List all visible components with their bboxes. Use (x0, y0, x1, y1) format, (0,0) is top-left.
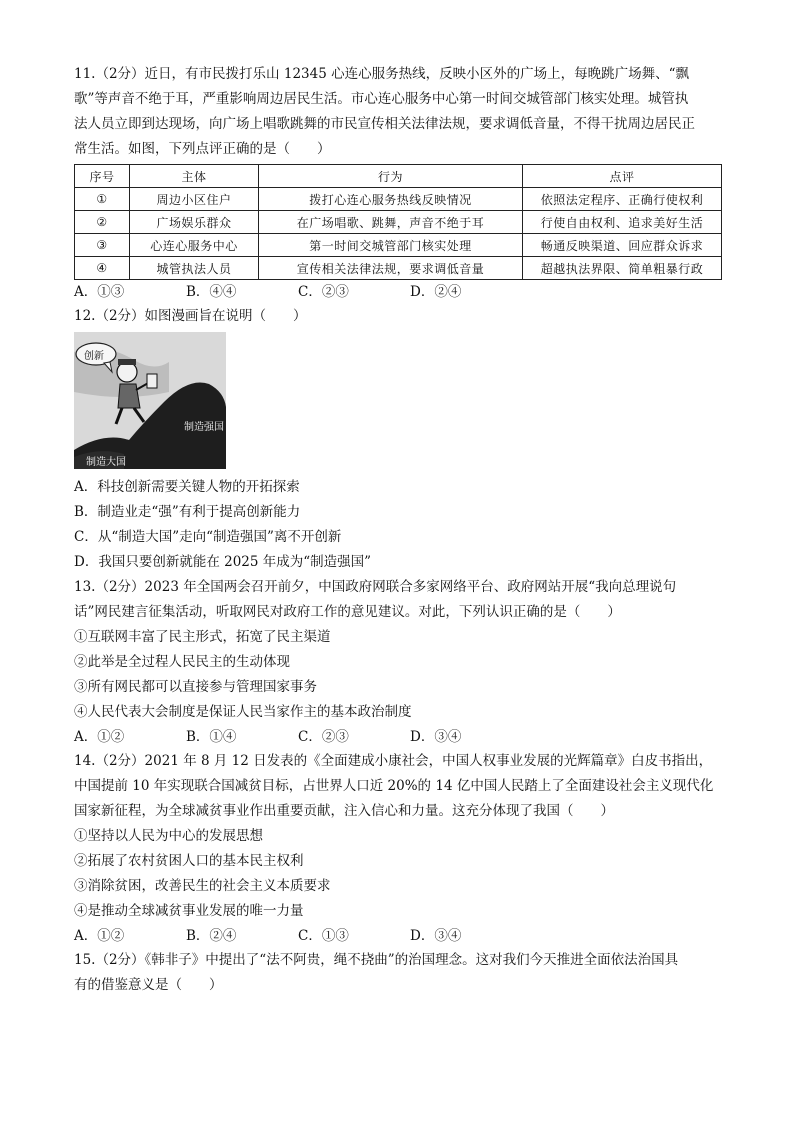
table-cell: 宣传相关法律法规，要求调低音量 (259, 257, 523, 280)
statement-item: ②拓展了农村贫困人口的基本民主权利 (74, 853, 304, 869)
table-cell: 依照法定程序、正确行使权利 (523, 188, 722, 211)
option-b[interactable]: B．①④ (186, 729, 237, 745)
table-cell: ② (75, 211, 130, 234)
option-b[interactable]: B．制造业走“强”有利于提高创新能力 (74, 504, 301, 520)
table-cell: 心连心服务中心 (130, 234, 259, 257)
option-c[interactable]: C．从“制造大国”走向“制造强国”离不开创新 (74, 529, 342, 545)
table-cell: 拨打心连心服务热线反映情况 (259, 188, 523, 211)
question-13-options (74, 725, 724, 749)
question-14-line-1: 14.（2分）2021 年 8 月 12 日发表的《全面建成小康社会，中国人权事业发展的光辉篇章》白皮书指出， (74, 753, 713, 769)
table-cell: 在广场唱歌、跳舞，声音不绝于耳 (259, 211, 523, 234)
question-14-line-2: 中国提前 10 年实现联合国减贫目标，占世界人口近 20%的 14 亿中国人民踏上了全面建设社会主义现代化 (74, 778, 714, 794)
statement-item: ①坚持以人民为中心的发展思想 (74, 828, 263, 844)
option-d[interactable]: D．③④ (410, 928, 462, 944)
option-a[interactable]: A．①② (74, 729, 125, 745)
question-13 (74, 575, 724, 749)
header-index: 序号 (75, 165, 130, 188)
option-b[interactable]: B．④④ (186, 284, 237, 300)
comic-bubble-text: 创新 (84, 351, 104, 362)
question-14-options (74, 924, 724, 948)
statement-item: ④是推动全球减贫事业发展的唯一力量 (74, 903, 304, 919)
question-11-options (74, 280, 724, 304)
question-11-line-2: 歌”等声音不绝于耳，严重影响周边居民生活。市心连心服务中心第一时间交城管部门核实处理。城管执 (74, 91, 689, 107)
table-cell: 城管执法人员 (130, 257, 259, 280)
question-15-line-2: 有的借鉴意义是（ ） (74, 977, 223, 993)
option-b[interactable]: B．②④ (186, 928, 237, 944)
table-cell: 畅通反映渠道、回应群众诉求 (523, 234, 722, 257)
question-12 (74, 304, 724, 575)
statement-item: ①互联网丰富了民主形式，拓宽了民主渠道 (74, 629, 331, 645)
table-cell: 周边小区住户 (130, 188, 259, 211)
table-row (75, 211, 722, 234)
option-a[interactable]: A．①③ (74, 284, 125, 300)
table-cell: 超越执法界限、简单粗暴行政 (523, 257, 722, 280)
evaluation-table (74, 164, 722, 280)
comic-illustration (74, 332, 226, 469)
question-15 (74, 948, 724, 998)
header-action: 行为 (259, 165, 523, 188)
table-cell: ③ (75, 234, 130, 257)
question-14-line-3: 国家新征程，为全球减贫事业作出重要贡献，注入信心和力量。这充分体现了我国（ ） (74, 803, 614, 819)
question-13-line-1: 13.（2分）2023 年全国两会召开前夕，中国政府网联合多家网络平台、政府网站开展“我向总理说句 (74, 579, 677, 595)
comic-high-label: 制造强国 (184, 422, 224, 433)
option-d[interactable]: D．②④ (410, 284, 462, 300)
table-cell: 第一时间交城管部门核实处理 (259, 234, 523, 257)
header-subject: 主体 (130, 165, 259, 188)
option-d[interactable]: D．③④ (410, 729, 462, 745)
table-cell: ④ (75, 257, 130, 280)
question-11-line-4: 常生活。如图，下列点评正确的是（ ） (74, 141, 331, 157)
statement-item: ②此举是全过程人民民主的生动体现 (74, 654, 290, 670)
exam-page (74, 62, 724, 998)
option-c[interactable]: C．①③ (298, 928, 349, 944)
statement-item: ③所有网民都可以直接参与管理国家事务 (74, 679, 317, 695)
option-c[interactable]: C．②③ (298, 284, 349, 300)
statement-item: ④人民代表大会制度是保证人民当家作主的基本政治制度 (74, 704, 412, 720)
table-row (75, 257, 722, 280)
option-d[interactable]: D．我国只要创新就能在 2025 年成为“制造强国” (74, 554, 372, 570)
question-15-line-1: 15.（2分）《韩非子》中提出了“法不阿贵，绳不挠曲”的治国理念。这对我们今天推进全面依法治国具 (74, 952, 679, 968)
question-11-line-3: 法人员立即到达现场，向广场上唱歌跳舞的市民宣传相关法律法规，要求调低音量，不得干扰周边居民正 (74, 116, 695, 132)
option-a[interactable]: A．①② (74, 928, 125, 944)
table-row (75, 234, 722, 257)
header-comment: 点评 (523, 165, 722, 188)
table-cell: ① (75, 188, 130, 211)
table-header-row (75, 165, 722, 188)
option-c[interactable]: C．②③ (298, 729, 349, 745)
question-11 (74, 62, 724, 304)
comic-low-label: 制造大国 (86, 457, 126, 468)
question-11-line-1: 11.（2分）近日，有市民拨打乐山 12345 心连心服务热线，反映小区外的广场上，每晚跳广场舞、“飘 (74, 66, 689, 82)
statement-item: ③消除贫困，改善民生的社会主义本质要求 (74, 878, 331, 894)
table-cell: 行使自由权利、追求美好生活 (523, 211, 722, 234)
question-14 (74, 749, 724, 948)
table-row (75, 188, 722, 211)
question-12-stem: 12.（2分）如图漫画旨在说明（ ） (74, 308, 307, 324)
table-cell: 广场娱乐群众 (130, 211, 259, 234)
option-a[interactable]: A．科技创新需要关键人物的开拓探索 (74, 479, 300, 495)
question-13-line-2: 话”网民建言征集活动，听取网民对政府工作的意见建议。对此，下列认识正确的是（ ） (74, 604, 621, 620)
